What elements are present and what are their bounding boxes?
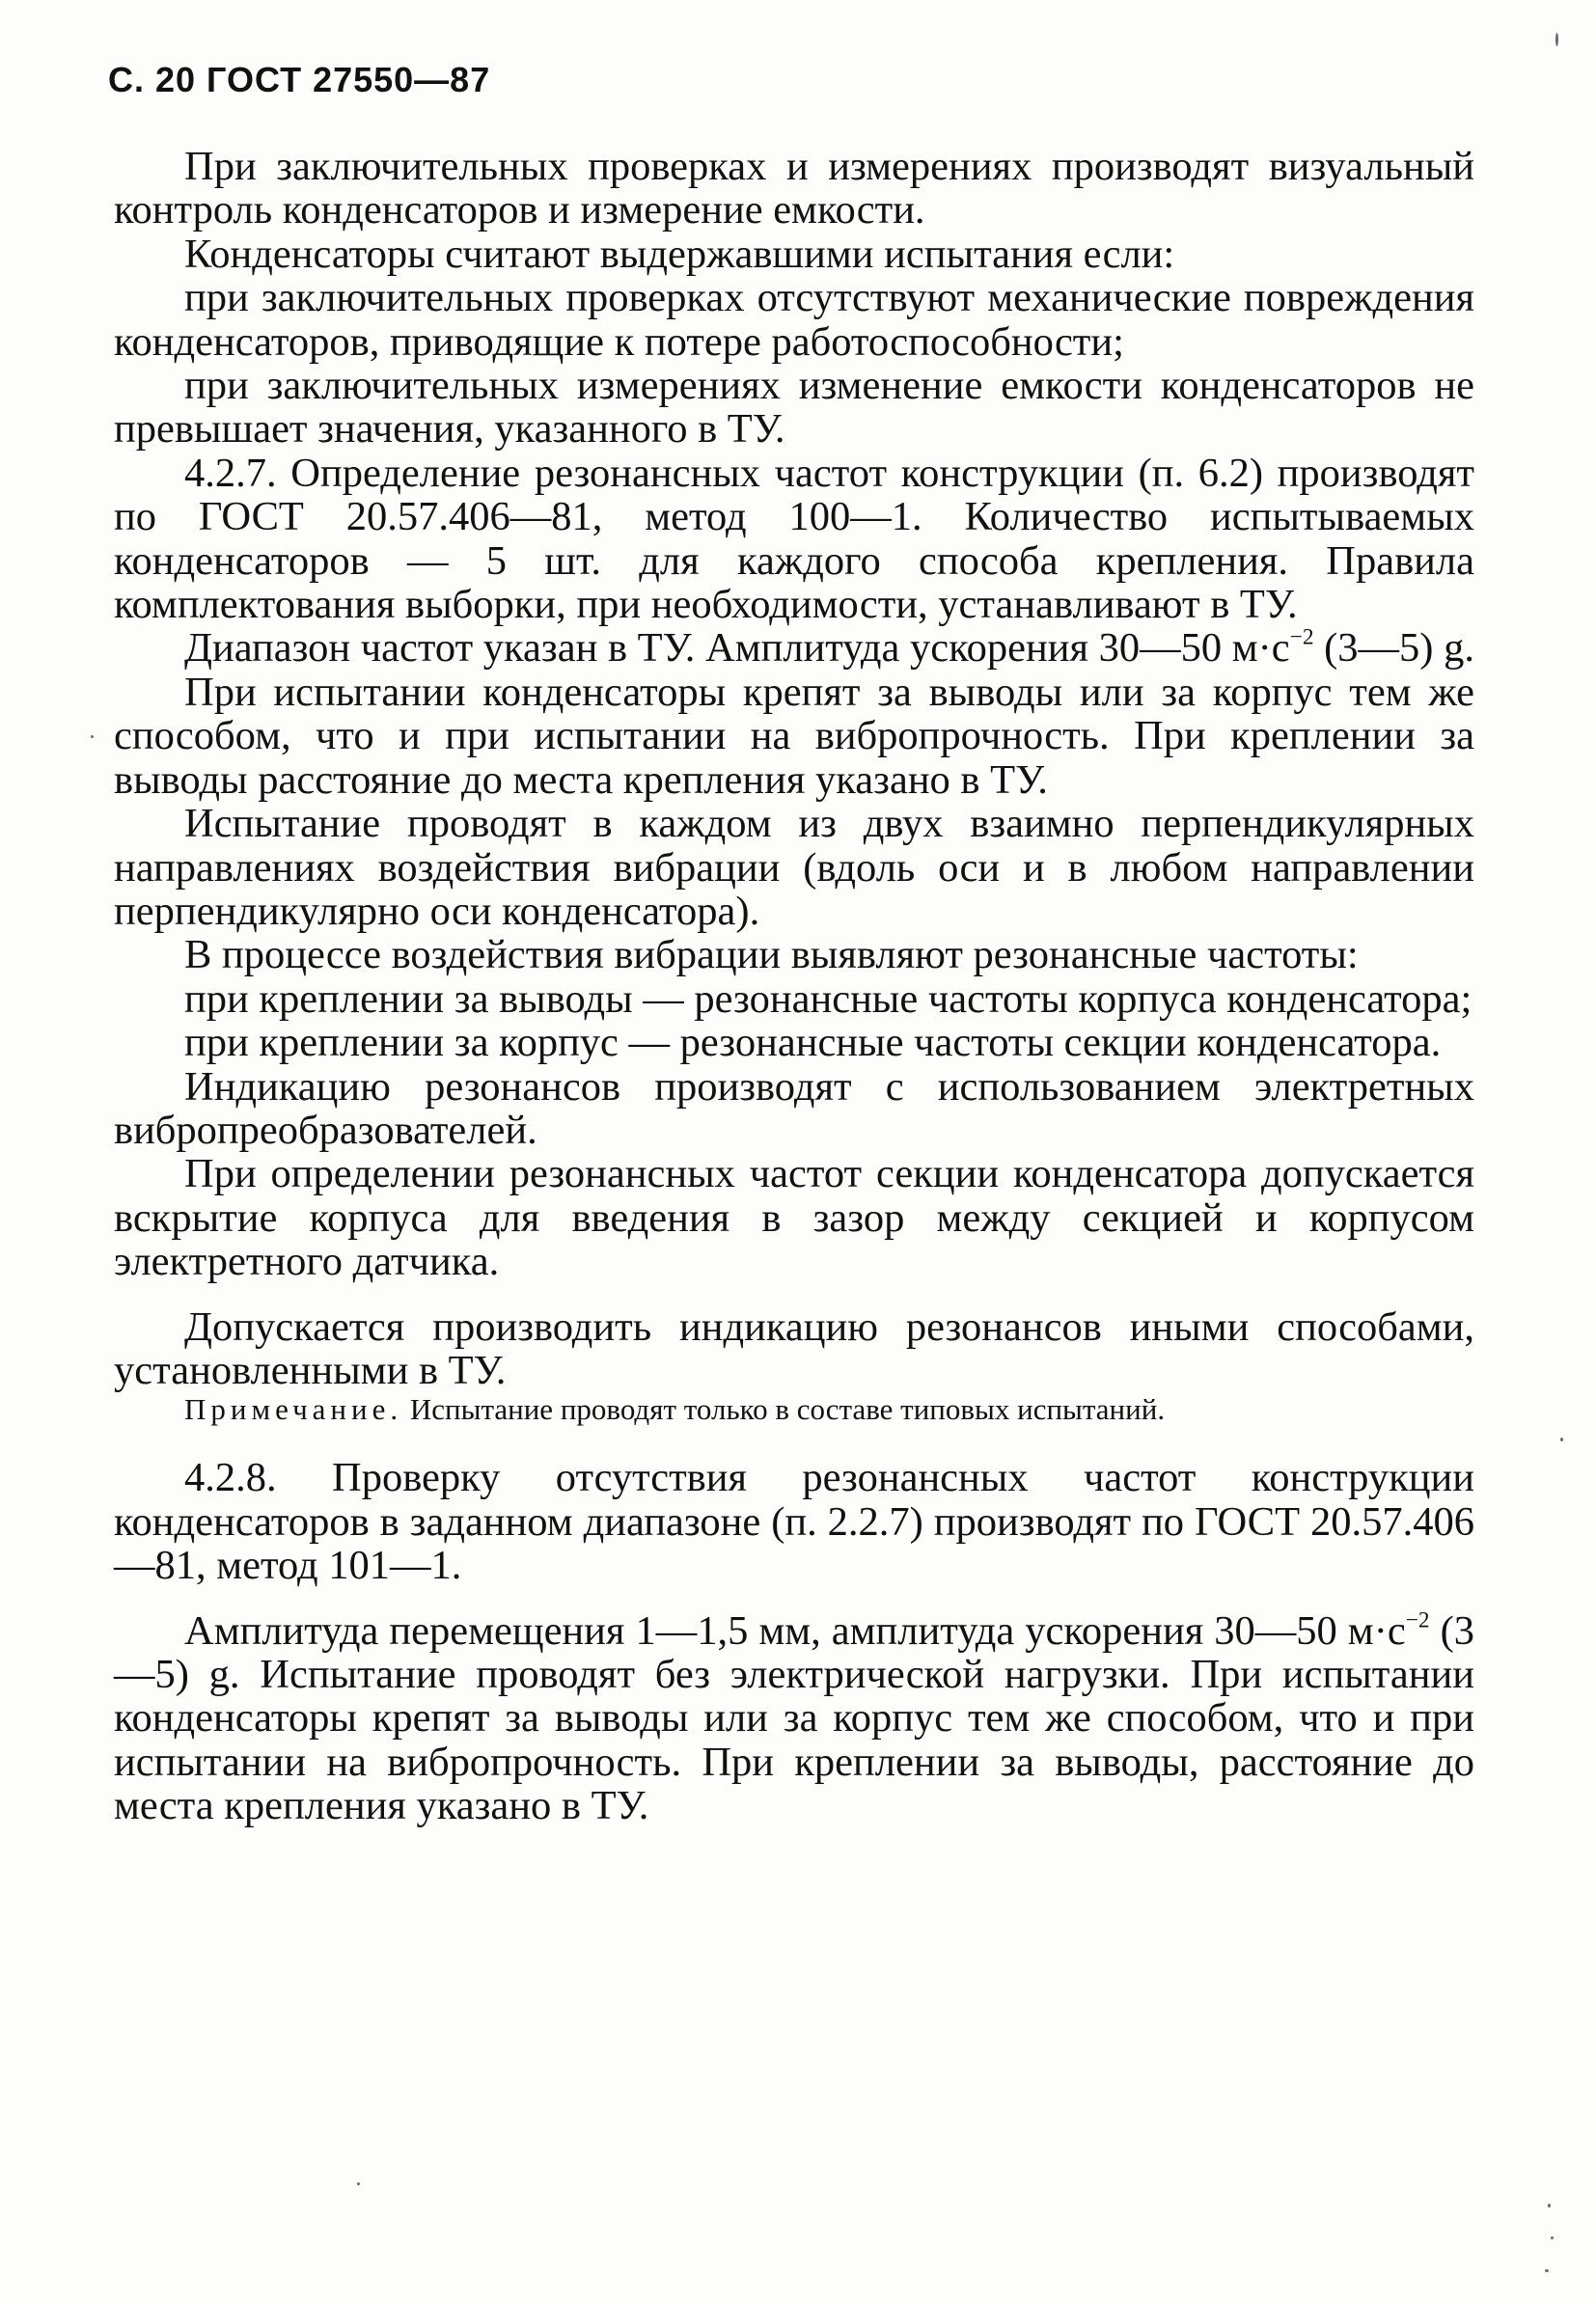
scan-speck: [1555, 33, 1558, 46]
paragraph-mounting: При испытании конденсаторы крепят за выводы или за корпус тем же способом, что и при испытании на вибропрочность. При креплении за выводы расстояние до места крепления указано в ТУ.: [114, 669, 1474, 803]
paragraph-frequency-range: [114, 626, 1474, 670]
unit-exponent: −2: [1289, 624, 1314, 650]
paragraph-lead-mounting: при креплении за выводы — резонансные частоты корпуса конденсатора;: [184, 975, 1472, 1022]
paragraph-pass-criteria: Конденсаторы считают выдержавшими испытания если:: [184, 231, 1175, 277]
scan-speck: [1545, 2269, 1549, 2272]
note: [114, 1392, 1474, 1427]
frequency-range-text: Диапазон частот указан в ТУ. Амплитуда ускорения 30—50 м·с: [184, 625, 1290, 672]
displacement-amplitude-text: Амплитуда перемещения 1—1,5 мм, амплитуда ускорения 30—50 м·с: [184, 1607, 1406, 1654]
paragraph-mechanical-damage: при заключительных проверках отсутствуют механические повреждения конденсаторов, приводящие к потере работоспособности;: [114, 275, 1474, 365]
paragraph-other-methods: Допускается производить индикацию резонансов иными способами, установленными в ТУ.: [114, 1303, 1474, 1393]
running-head: С. 20 ГОСТ 27550—87: [108, 60, 491, 99]
frequency-range-tail: (3—5) g.: [1313, 625, 1474, 672]
scan-speck: [1551, 2236, 1554, 2239]
body-text: [114, 145, 1474, 1828]
note-text: Испытание проводят только в составе типовых испытаний.: [402, 1392, 1166, 1427]
paragraph-final-checks: При заключительных проверках и измерениях производят визуальный контроль конденсаторов и измерение емкости.: [114, 144, 1474, 233]
paragraph-clause-4-2-7: 4.2.7. Определение резонансных частот конструкции (п. 6.2) производят по ГОСТ 20.57.406—81, метод 100—1. Количество испытываемых конденсаторов — 5 шт. для каждого способа крепления. Правила комплектования выборки, при необходимости, устанавливают в ТУ.: [114, 450, 1474, 628]
paragraph-resonance-detection: В процессе воздействия вибрации выявляют резонансные частоты:: [184, 932, 1359, 978]
paragraph-clause-4-2-8: 4.2.8. Проверку отсутствия резонансных частот конструкции конденсаторов в заданном диапазоне (п. 2.2.7) производят по ГОСТ 20.57.406—81, метод 101—1.: [114, 1455, 1474, 1589]
scan-speck: [357, 2182, 360, 2185]
scan-speck: [91, 735, 94, 738]
scan-speck: [1548, 2204, 1551, 2208]
paragraph-test-directions: Испытание проводят в каждом из двух взаимно перпендикулярных направлениях воздействия вибрации (вдоль оси и в любом направлении перпендикулярно оси конденсатора).: [114, 801, 1474, 934]
displacement-amplitude-tail: (3—5) g. Испытание проводят без электрической нагрузки. При испытании конденсаторы крепят за выводы или за корпус тем же способом, что и при испытании на вибропрочность. При креплении за выводы, расстояние до места крепления указано в ТУ.: [114, 1607, 1475, 1829]
paragraph-displacement-amplitude: [114, 1609, 1474, 1828]
paragraph-capacitance-change: при заключительных измерениях изменение емкости конденсаторов не превышает значения, указанного в ТУ.: [114, 363, 1474, 453]
paragraph-case-opening: При определении резонансных частот секции конденсатора допускается вскрытие корпуса для введения в зазор между секцией и корпусом электретного датчика.: [114, 1151, 1474, 1285]
note-label: Примечание.: [184, 1392, 403, 1427]
paragraph-case-mounting: при креплении за корпус — резонансные частоты секции конденсатора.: [184, 1020, 1442, 1066]
scan-speck: [1560, 1438, 1563, 1441]
paragraph-indication: Индикацию резонансов производят с использованием электретных вибропреобразователей.: [114, 1063, 1474, 1153]
unit-exponent: −2: [1405, 1607, 1430, 1633]
